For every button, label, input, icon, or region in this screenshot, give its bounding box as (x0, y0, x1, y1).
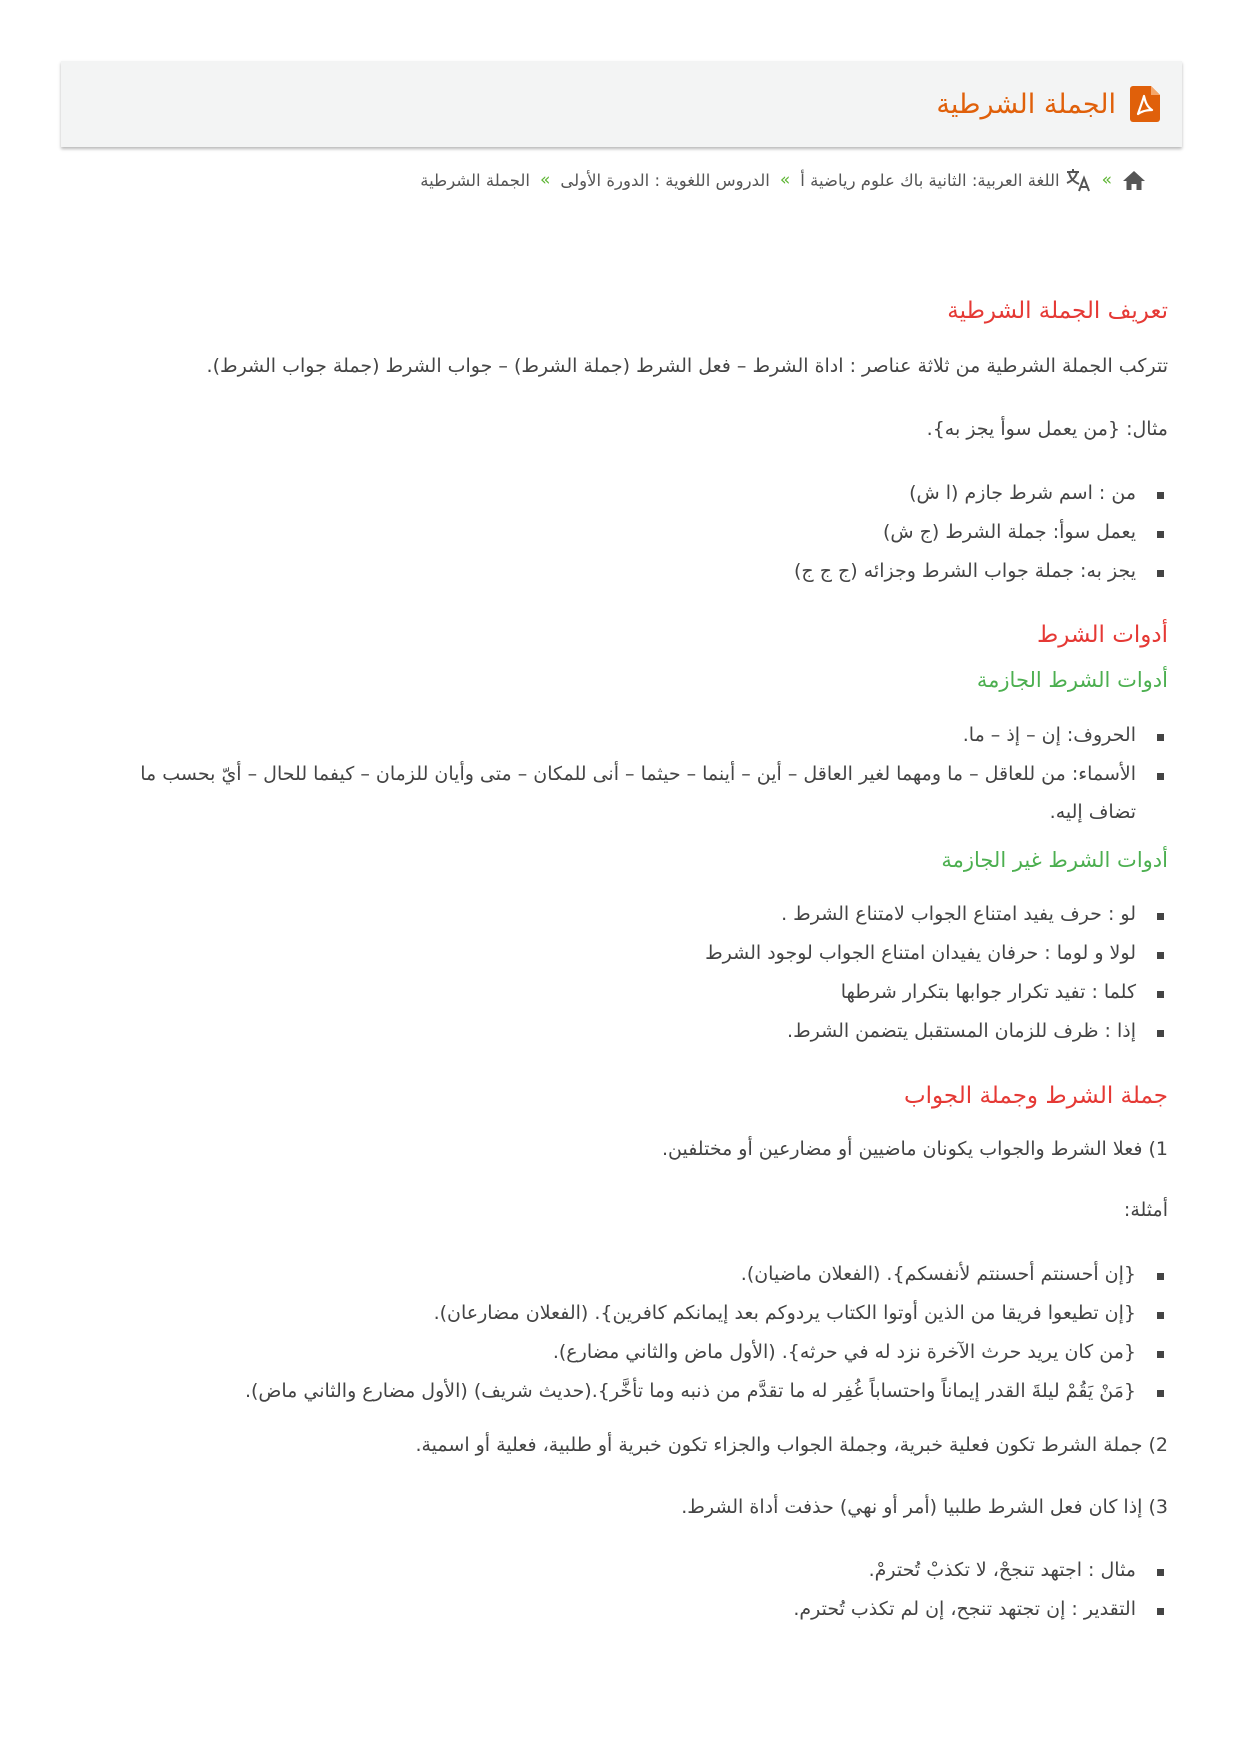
non-jazima-list (120, 895, 1168, 1051)
list-item: التقدير : إن تجتهد تنجح، إن لم تكذب تُحترم. (120, 1590, 1168, 1629)
examples-list (120, 1255, 1168, 1411)
subheading-non-jazima: أدوات الشرط غير الجازمة (941, 848, 1168, 872)
breadcrumb-item-subject[interactable]: اللغة العربية: الثانية باك علوم رياضية أ (800, 170, 1060, 190)
list-item: {مَنْ يَقُمْ ليلةَ القدر إيماناً واحتساباً غُفِر له ما تقدَّم من ذنبه وما تأخَّر}.(حديث شريف) (الأول مضارع والثاني ماض). (120, 1372, 1168, 1411)
section-heading-definition: تعريف الجملة الشرطية (947, 298, 1168, 324)
final-list (120, 1551, 1168, 1629)
breadcrumb-separator: » (779, 170, 791, 190)
section-heading-clauses: جملة الشرط وجملة الجواب (903, 1083, 1168, 1109)
list-item: لو : حرف يفيد امتناع الجواب لامتناع الشرط . (120, 895, 1168, 934)
list-item: {إن تطيعوا فريقا من الذين أوتوا الكتاب يردوكم بعد إيمانكم كافرين}. (الفعلان مضارعان). (120, 1294, 1168, 1333)
subheading-jazima: أدوات الشرط الجازمة (976, 668, 1168, 692)
home-icon[interactable] (1122, 169, 1146, 191)
list-item: يجز به: جملة جواب الشرط وجزائه (ج ج ج) (120, 552, 1168, 591)
list-item: الحروف: إن – إذ – ما. (120, 716, 1168, 755)
list-item: من : اسم شرط جازم (ا ش) (120, 474, 1168, 513)
definition-example: مثال: {من يعمل سوأ يجز به}. (926, 418, 1168, 440)
breadcrumb-separator: » (539, 170, 551, 190)
breadcrumb-item-lessons[interactable]: الدروس اللغوية : الدورة الأولى (560, 170, 770, 190)
section-heading-tools: أدوات الشرط (1037, 622, 1168, 648)
breadcrumb (120, 168, 1146, 192)
pdf-icon[interactable] (1130, 86, 1160, 122)
jazima-list (120, 716, 1168, 831)
breadcrumb-separator: » (1101, 170, 1112, 190)
breadcrumb-item-current: الجملة الشرطية (420, 170, 530, 190)
definition-intro: تتركب الجملة الشرطية من ثلاثة عناصر : اداة الشرط – فعل الشرط (جملة الشرط) – جواب الشرط (جملة جواب الشرط). (206, 355, 1168, 377)
translate-icon (1066, 168, 1092, 192)
page-title: الجملة الشرطية (936, 88, 1116, 120)
clauses-point-2: 2) جملة الشرط تكون فعلية خبرية، وجملة الجواب والجزاء تكون خبرية أو طلبية، فعلية أو اسمية. (415, 1434, 1168, 1456)
list-item: كلما : تفيد تكرار جوابها بتكرار شرطها (120, 973, 1168, 1012)
list-item: مثال : اجتهد تنجحْ، لا تكذبْ تُحترمْ. (120, 1551, 1168, 1590)
list-item: {إن أحسنتم أحسنتم لأنفسكم}. (الفعلان ماضيان). (120, 1255, 1168, 1294)
examples-label: أمثلة: (1123, 1199, 1168, 1221)
list-item: يعمل سوأ: جملة الشرط (ج ش) (120, 513, 1168, 552)
list-item: إذا : ظرف للزمان المستقبل يتضمن الشرط. (120, 1012, 1168, 1051)
definition-list (120, 474, 1168, 591)
page-header (61, 61, 1182, 147)
clauses-point-3: 3) إذا كان فعل الشرط طلبيا (أمر أو نهي) حذفت أداة الشرط. (681, 1496, 1168, 1518)
list-item: الأسماء: من للعاقل – ما ومهما لغير العاقل – أين – أينما – حيثما – أنى للمكان – متى وأيان للزمان – كيفما للحال – أيّ بحسب ما تضاف إليه. (120, 755, 1168, 831)
list-item: لولا و لوما : حرفان يفيدان امتناع الجواب لوجود الشرط (120, 934, 1168, 973)
list-item: {من كان يريد حرث الآخرة نزد له في حرثه}. (الأول ماض والثاني مضارع). (120, 1333, 1168, 1372)
clauses-point-1: 1) فعلا الشرط والجواب يكونان ماضيين أو مضارعين أو مختلفين. (661, 1138, 1168, 1160)
